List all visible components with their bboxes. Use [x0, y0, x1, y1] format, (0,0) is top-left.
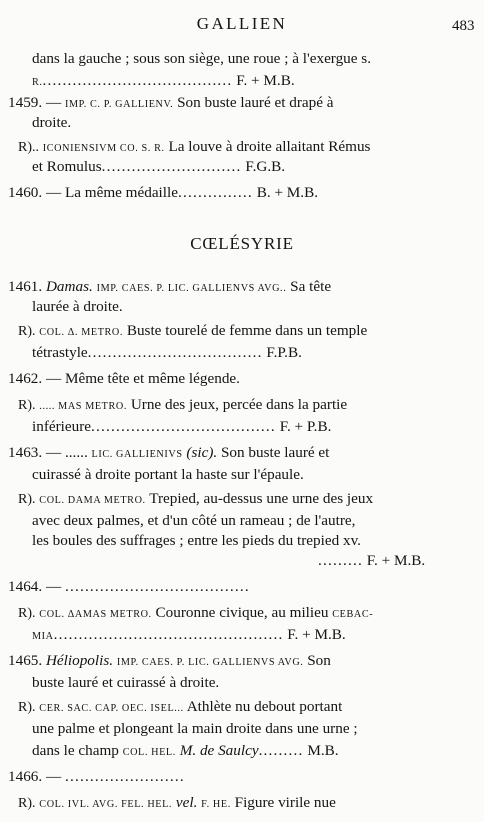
- text-line: [32, 344, 302, 362]
- legend-text: COL. Δ. METRO.: [39, 327, 124, 338]
- rarity-size: F. + M.B.: [236, 72, 295, 89]
- text-line: [32, 626, 346, 646]
- entry-line: [8, 94, 334, 114]
- entry-number: 1459.: [8, 94, 43, 111]
- legend-text: R.: [32, 77, 43, 88]
- text: tétrastyle: [32, 344, 88, 361]
- legend-text: COL. HEL.: [122, 747, 176, 758]
- rarity-size: B. + M.B.: [256, 184, 319, 201]
- leader-dots: ...............: [177, 184, 253, 201]
- text: Sa tête: [290, 278, 332, 295]
- legend-text: CEBAC-: [332, 609, 374, 620]
- leader-dots: ......................................: [42, 72, 233, 89]
- text: et Romulus: [32, 158, 102, 175]
- text: laurée à droite.: [32, 298, 123, 315]
- legend-text: ICONIENSIVM CO. S. R.: [42, 143, 165, 154]
- leader-dots: ........................: [64, 768, 185, 785]
- dash: — ......: [45, 444, 88, 461]
- text: Son: [307, 652, 331, 669]
- text: Athlète nu debout portant: [186, 698, 343, 715]
- leader-dots: .....................................: [91, 418, 276, 435]
- text-line: [32, 532, 361, 550]
- dash: —: [45, 184, 62, 201]
- text: une palme et plongeant la main droite dans une urne ;: [32, 720, 358, 737]
- dash: —: [45, 768, 62, 785]
- entry-number: 1466.: [8, 768, 43, 785]
- rarity-size: M.B.: [307, 742, 339, 759]
- rarity-size: F.G.B.: [245, 158, 286, 175]
- entry-number: 1464.: [8, 578, 43, 595]
- rarity-size: F. + M.B.: [287, 626, 346, 643]
- reverse-line: [18, 698, 342, 718]
- reverse-line: [18, 396, 347, 416]
- text: cuirassé à droite portant la haste sur l'épaule.: [32, 466, 304, 483]
- sic-note: (sic).: [186, 444, 218, 461]
- reverse-line: [18, 490, 373, 510]
- text: les boules des suffrages ; entre les pieds du trepied xv.: [32, 532, 361, 549]
- reverse-mark: R).: [18, 606, 36, 621]
- section-title: CŒLÉSYRIE: [190, 234, 294, 253]
- entry-line: [8, 768, 185, 786]
- legend-text: F. HE.: [201, 799, 231, 810]
- text-line: [32, 72, 295, 92]
- text-line: [32, 50, 371, 68]
- leader-dots: ............................: [101, 158, 242, 175]
- reverse-line: [18, 604, 373, 624]
- text: dans le champ: [32, 742, 119, 759]
- entry-number: 1460.: [8, 184, 43, 201]
- entry-number: 1465.: [8, 652, 43, 669]
- rarity-size: F. + P.B.: [279, 418, 332, 435]
- text: Même tête et même légende.: [64, 370, 240, 387]
- rarity-size: F. + M.B.: [366, 552, 426, 569]
- text: La louve à droite allaitant Rémus: [168, 138, 371, 155]
- entry-line: [8, 444, 329, 464]
- legend-text: ..... MAS METRO.: [39, 401, 128, 412]
- reverse-mark: R).: [18, 324, 36, 339]
- text: La même médaille: [64, 184, 178, 201]
- text-line: [32, 512, 355, 530]
- text-line: [32, 298, 123, 316]
- text: inférieure: [32, 418, 92, 435]
- text: dans la gauche ; sous son siège, une roue ; à l'exergue s.: [32, 50, 372, 67]
- text: Figure virile nue: [234, 794, 336, 811]
- legend-text: MIA: [32, 631, 54, 642]
- dash: —: [45, 370, 62, 387]
- text-line: [32, 418, 331, 436]
- text-line: [32, 158, 285, 176]
- variant-note: vel.: [175, 794, 198, 811]
- text: avec deux palmes, et d'un côté un rameau ; de l'autre,: [32, 512, 356, 529]
- legend-text: COL. ΔAMAS METRO.: [39, 609, 152, 620]
- reverse-mark: R).: [18, 492, 36, 507]
- entry-line: [8, 370, 240, 388]
- text-line: [32, 674, 219, 692]
- text-line: [32, 466, 304, 484]
- leader-dots: ..............................................: [53, 626, 284, 643]
- text: Son buste lauré et: [220, 444, 330, 461]
- legend-text: LIC. GALLIENIVS: [91, 449, 183, 460]
- reverse-mark: R).: [18, 700, 36, 715]
- rarity-size: F.P.B.: [266, 344, 302, 361]
- reverse-line: [18, 322, 367, 342]
- dash: —: [45, 94, 62, 111]
- running-head: GALLIEN: [196, 14, 288, 33]
- reverse-mark: R).: [18, 796, 36, 811]
- entry-number: 1461.: [8, 278, 43, 295]
- leader-dots: ...................................: [87, 344, 263, 361]
- text: buste lauré et cuirassé à droite.: [32, 674, 220, 691]
- reverse-mark: R)..: [18, 140, 39, 155]
- legend-text: IMP. CAES. P. LIC. GALLIENVS AVG..: [96, 283, 287, 294]
- legend-text: IMP. CAES. P. LIC. GALLIENVS AVG.: [116, 657, 304, 668]
- text: Buste tourelé de femme dans un temple: [126, 322, 368, 339]
- reverse-line: [18, 138, 370, 158]
- text: droite.: [32, 114, 72, 131]
- entry-line: [8, 278, 331, 298]
- entry-line: [8, 652, 331, 672]
- entry-line: [8, 184, 318, 202]
- city-name: Damas.: [45, 278, 93, 295]
- entry-number: 1462.: [8, 370, 43, 387]
- text: Son buste lauré et drapé à: [177, 94, 334, 111]
- page-number: 483: [452, 18, 475, 34]
- entry-line: [8, 578, 250, 596]
- city-name: Héliopolis.: [45, 652, 114, 669]
- legend-text: IMP. C. P. GALLIENV.: [64, 99, 174, 110]
- text-line: [32, 742, 339, 762]
- leader-dots: .....................................: [64, 578, 250, 595]
- attribution: M. de Saulcy: [179, 742, 259, 759]
- legend-text: CER. SAC. CAP. OEC. ISEL...: [39, 703, 184, 714]
- reverse-mark: R).: [18, 398, 36, 413]
- legend-text: COL. DAMA METRO.: [39, 495, 146, 506]
- reverse-line: [18, 794, 336, 814]
- text-line: [318, 552, 425, 570]
- text-line: [32, 114, 71, 132]
- text-line: [32, 720, 358, 738]
- text: Couronne civique, au milieu: [155, 604, 329, 621]
- leader-dots: .........: [258, 742, 304, 759]
- text: Urne des jeux, percée dans la partie: [130, 396, 348, 413]
- entry-number: 1463.: [8, 444, 43, 461]
- text: Trepied, au-dessus une urne des jeux: [149, 490, 374, 507]
- legend-text: COL. IVL. AVG. FEL. HEL.: [39, 799, 173, 810]
- dash: —: [45, 578, 62, 595]
- leader-dots: .........: [318, 552, 363, 569]
